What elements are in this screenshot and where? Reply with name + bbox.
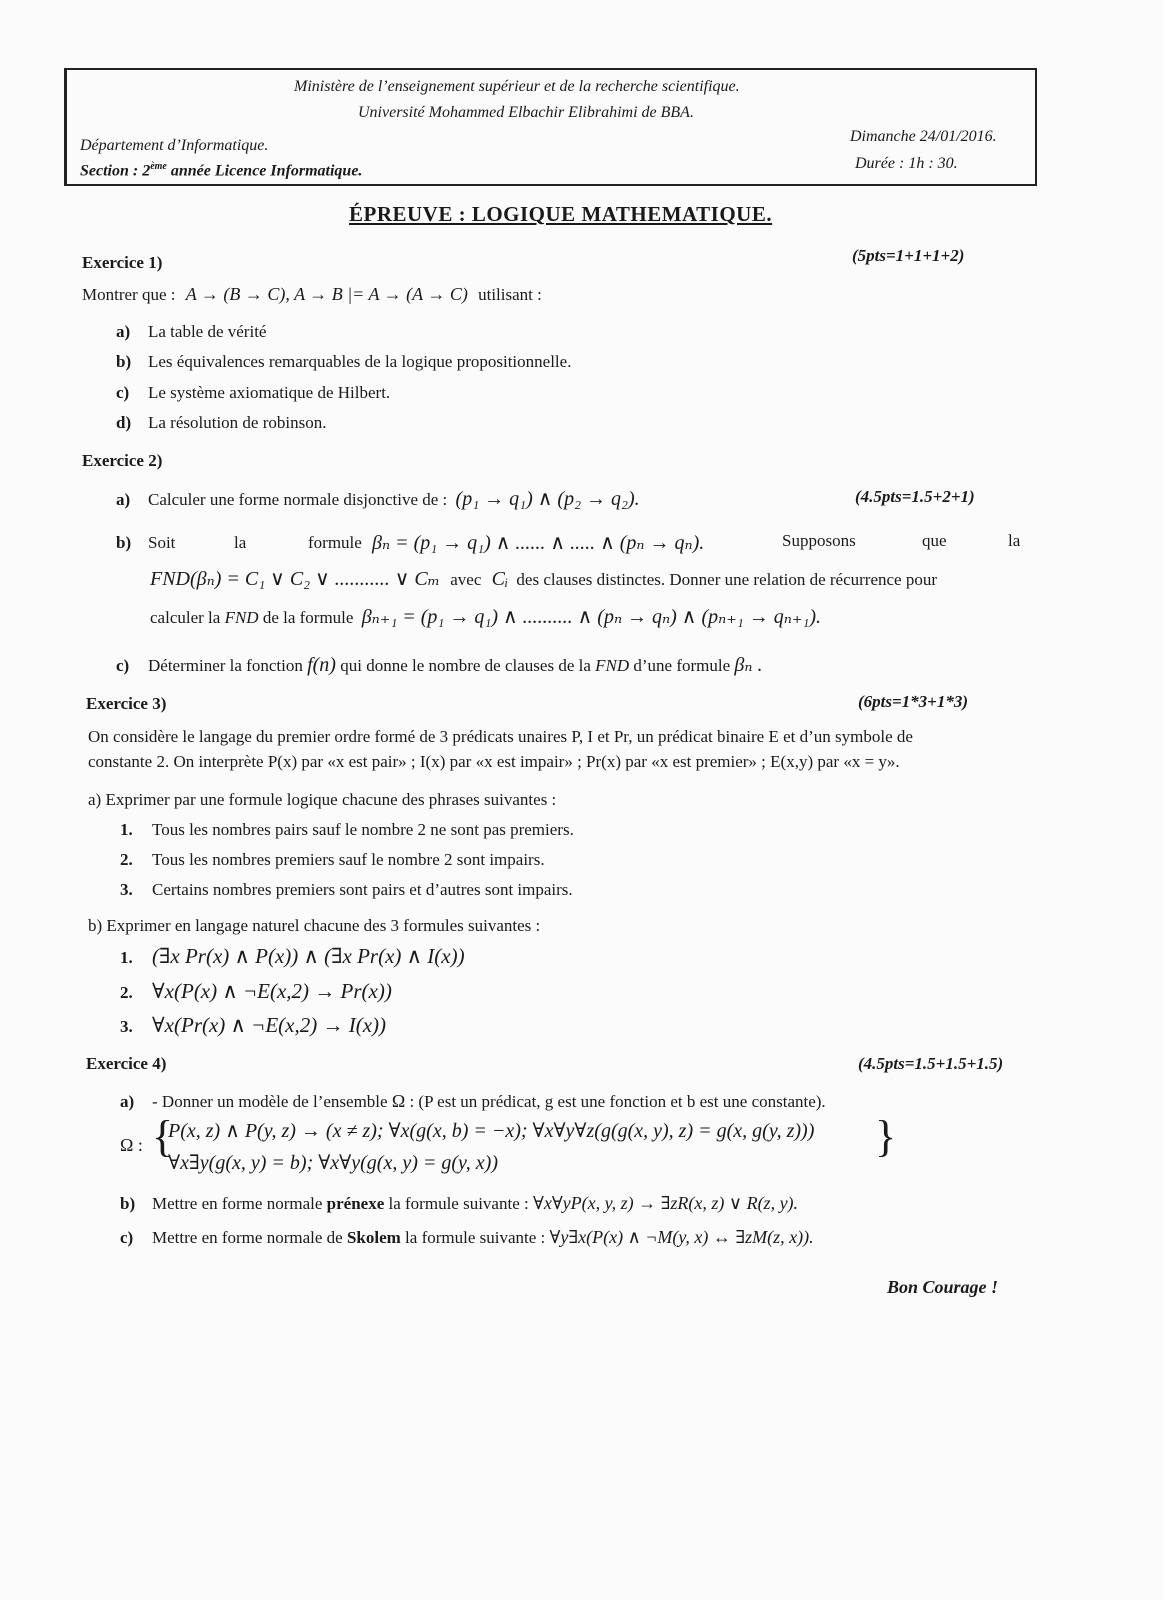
ex2-b-word-soit: Soit bbox=[148, 533, 176, 552]
omega-line-1: P(x, z) ∧ P(y, z) → (x ≠ z); ∀x(g(x, b) = −x); ∀x∀y∀z(g(g(x, y), z) = g(x, g(y, z))) bbox=[168, 1120, 815, 1142]
ex4-a bbox=[120, 1091, 826, 1112]
closing-text: Bon Courage ! bbox=[887, 1277, 999, 1297]
ex2-c bbox=[116, 652, 763, 677]
ex4-a-text1: - Donner un modèle de l’ensemble bbox=[152, 1092, 388, 1111]
ex2-c-text3: d’une formule bbox=[633, 656, 731, 675]
ex2-c-text1: Déterminer la fonction bbox=[148, 656, 303, 675]
ex2-b-line3-fnd: FND bbox=[224, 608, 259, 627]
ex4-title: Exercice 4) bbox=[86, 1054, 167, 1073]
ex2-b-word-la: la bbox=[234, 533, 247, 552]
ex3-intro-line2: constante 2. On interprète P(x) par «x est pair» ; I(x) par «x est impair» ; Pr(x) par «x est premier» ; E(x,y) par «x = y». bbox=[88, 752, 900, 771]
ex2-b-word-la2: la bbox=[1008, 531, 1021, 550]
omega-close-brace: } bbox=[875, 1112, 897, 1161]
omega-line-2: ∀x∃y(g(x, y) = b); ∀x∀y(g(x, y) = g(y, x)) bbox=[168, 1152, 498, 1174]
ex3-b-item-2-label: 2. bbox=[120, 983, 133, 1002]
university-line: Université Mohammed Elbachir Elibrahimi de BBA. bbox=[358, 104, 694, 121]
ex3-a-item-1-text: Tous les nombres pairs sauf le nombre 2 ne sont pas premiers. bbox=[152, 820, 574, 839]
ex3-b-item-1-label: 1. bbox=[120, 948, 133, 967]
ex1-item-a-text: La table de vérité bbox=[148, 322, 267, 341]
ex3-b-item-2-formula: ∀x(P(x) ∧ ¬E(x,2) → Pr(x)) bbox=[152, 979, 392, 1003]
ex2-b-avec: avec bbox=[450, 570, 482, 589]
ex1-item-c bbox=[116, 383, 390, 403]
ex3-a-item-3-label: 3. bbox=[120, 880, 133, 899]
ex2-c-fn: f(n) bbox=[307, 654, 336, 676]
omega-open-brace: { bbox=[152, 1112, 174, 1161]
ex3-b-item-1 bbox=[120, 944, 465, 969]
ex4-a-text2: : (P est un prédicat, g est une fonction et b est une constante). bbox=[409, 1092, 826, 1111]
ex1-intro-line bbox=[82, 284, 542, 305]
ex1-points: (5pts=1+1+1+2) bbox=[852, 246, 965, 265]
omega-label: Ω : bbox=[120, 1135, 143, 1155]
section-prefix: Section : 2 bbox=[80, 162, 151, 180]
ex2-a-text: Calculer une forme normale disjonctive de : bbox=[148, 490, 448, 509]
ex1-item-a bbox=[116, 322, 266, 342]
ex3-a-item-3 bbox=[120, 880, 573, 900]
ex4-b-label: b) bbox=[120, 1194, 136, 1213]
ex1-item-d-label: d) bbox=[116, 413, 132, 432]
ex3-points: (6pts=1*3+1*3) bbox=[858, 692, 969, 711]
ex2-b-line3-text1: calculer la bbox=[150, 608, 221, 627]
ex2-points: (4.5pts=1.5+2+1) bbox=[855, 487, 975, 506]
ex1-title: Exercice 1) bbox=[82, 253, 163, 272]
ex3-a-item-2-label: 2. bbox=[120, 850, 133, 869]
page-title: ÉPREUVE : LOGIQUE MATHEMATIQUE. bbox=[349, 202, 773, 226]
ex4-b-text1: Mettre en forme normale bbox=[152, 1194, 323, 1213]
ex2-b-line2 bbox=[150, 566, 937, 591]
ex3-a-item-2-text: Tous les nombres premiers sauf le nombre 2 sont impairs. bbox=[152, 850, 545, 869]
ex3-intro-line1: On considère le langage du premier ordre formé de 3 prédicats unaires P, I et Pr, un prédicat binaire E et d’un symbole de bbox=[88, 727, 913, 746]
ex1-item-b bbox=[116, 352, 571, 372]
ex2-c-beta: βₙ . bbox=[734, 654, 763, 676]
ex2-b-fnd-formula: FND(βₙ) = C₁ ∨ C₂ ∨ ........... ∨ Cₘ bbox=[150, 568, 440, 590]
ex2-b-word-supposons: Supposons bbox=[782, 531, 856, 550]
ex2-b-word-formule: formule bbox=[308, 533, 362, 552]
ex4-c-text1: Mettre en forme normale de bbox=[152, 1228, 343, 1247]
section-suffix: année Licence Informatique. bbox=[166, 162, 363, 180]
exam-date: Dimanche 24/01/2016. bbox=[850, 128, 997, 145]
ex3-b-item-3-formula: ∀x(Pr(x) ∧ ¬E(x,2) → I(x)) bbox=[152, 1013, 387, 1037]
ex2-c-text2: qui donne le nombre de clauses de la bbox=[340, 656, 591, 675]
ex1-item-d bbox=[116, 413, 326, 433]
section-sup: ème bbox=[150, 161, 167, 172]
ex2-c-label: c) bbox=[116, 656, 130, 675]
ex1-item-c-text: Le système axiomatique de Hilbert. bbox=[148, 383, 391, 402]
ex4-b-text2: la formule suivante : bbox=[388, 1194, 529, 1213]
ex4-b-prenexe: prénexe bbox=[326, 1194, 385, 1213]
ex4-a-omega: Ω bbox=[391, 1091, 406, 1111]
ex3-b-text: b) Exprimer en langage naturel chacune des 3 formules suivantes : bbox=[88, 916, 541, 935]
ex4-b bbox=[120, 1193, 798, 1214]
ex1-item-a-label: a) bbox=[116, 322, 131, 341]
ex3-b-item-2 bbox=[120, 979, 392, 1004]
ex1-formula: A → (B → C), A → B |= A → (A → C) bbox=[185, 284, 468, 304]
ex2-b-ci: Cᵢ bbox=[491, 568, 509, 590]
ex2-a-formula: (p₁ → q₁) ∧ (p₂ → q₂). bbox=[455, 488, 640, 510]
ex3-b-item-3-label: 3. bbox=[120, 1017, 133, 1036]
ex2-b-line3 bbox=[150, 604, 821, 629]
ex2-title: Exercice 2) bbox=[82, 451, 163, 470]
ex4-a-label: a) bbox=[120, 1092, 135, 1111]
ex3-a-item-2 bbox=[120, 850, 545, 870]
ex4-b-formula: ∀x∀yP(x, y, z) → ∃zR(x, z) ∨ R(z, y). bbox=[532, 1193, 799, 1213]
ex3-title: Exercice 3) bbox=[86, 694, 167, 713]
ex1-item-d-text: La résolution de robinson. bbox=[148, 413, 327, 432]
ex4-c bbox=[120, 1227, 814, 1248]
ex1-intro-end: utilisant : bbox=[478, 285, 542, 304]
ex3-b-item-1-formula: (∃x Pr(x) ∧ P(x)) ∧ (∃x Pr(x) ∧ I(x)) bbox=[152, 944, 465, 968]
ex1-item-b-text: Les équivalences remarquables de la logique propositionnelle. bbox=[148, 352, 572, 371]
ex1-item-b-label: b) bbox=[116, 352, 132, 371]
ex4-c-formula: ∀y∃x(P(x) ∧ ¬M(y, x) ↔ ∃zM(z, x)). bbox=[549, 1227, 814, 1247]
ex3-b-item-3 bbox=[120, 1013, 386, 1038]
ex2-c-fnd: FND bbox=[595, 656, 630, 675]
ex2-b-word-que: que bbox=[922, 531, 947, 550]
ex1-item-c-label: c) bbox=[116, 383, 130, 402]
ex4-c-label: c) bbox=[120, 1228, 134, 1247]
ex4-c-text2: la formule suivante : bbox=[405, 1228, 546, 1247]
ex2-b-line3-formula: βₙ₊₁ = (p₁ → q₁) ∧ .......... ∧ (pₙ → qₙ) ∧ (pₙ₊₁ → qₙ₊₁). bbox=[361, 606, 821, 628]
ex2-a bbox=[116, 486, 640, 511]
ex2-b-formula: βₙ = (p₁ → q₁) ∧ ...... ∧ ..... ∧ (pₙ → qₙ). bbox=[372, 532, 705, 554]
ex3-a-item-1-label: 1. bbox=[120, 820, 133, 839]
ex2-b-label: b) bbox=[116, 533, 132, 552]
ex4-c-skolem: Skolem bbox=[346, 1228, 401, 1247]
ex2-b-line2-text: des clauses distinctes. Donner une relation de récurrence pour bbox=[516, 570, 937, 589]
ex3-a-text: a) Exprimer par une formule logique chacune des phrases suivantes : bbox=[88, 790, 557, 809]
ex2-b-line3-text2: de la formule bbox=[262, 608, 354, 627]
ex3-a-item-3-text: Certains nombres premiers sont pairs et d’autres sont impairs. bbox=[152, 880, 573, 899]
ministry-line: Ministère de l’enseignement supérieur et de la recherche scientifique. bbox=[294, 78, 740, 95]
ex3-a-item-1 bbox=[120, 820, 574, 840]
exam-duration: Durée : 1h : 30. bbox=[855, 155, 958, 172]
department-line: Département d’Informatique. bbox=[80, 137, 269, 154]
ex2-a-label: a) bbox=[116, 490, 131, 509]
ex2-b-label-line bbox=[116, 533, 175, 553]
section-line bbox=[80, 161, 362, 180]
ex1-intro: Montrer que : bbox=[82, 285, 176, 304]
ex4-points: (4.5pts=1.5+1.5+1.5) bbox=[858, 1054, 1004, 1073]
